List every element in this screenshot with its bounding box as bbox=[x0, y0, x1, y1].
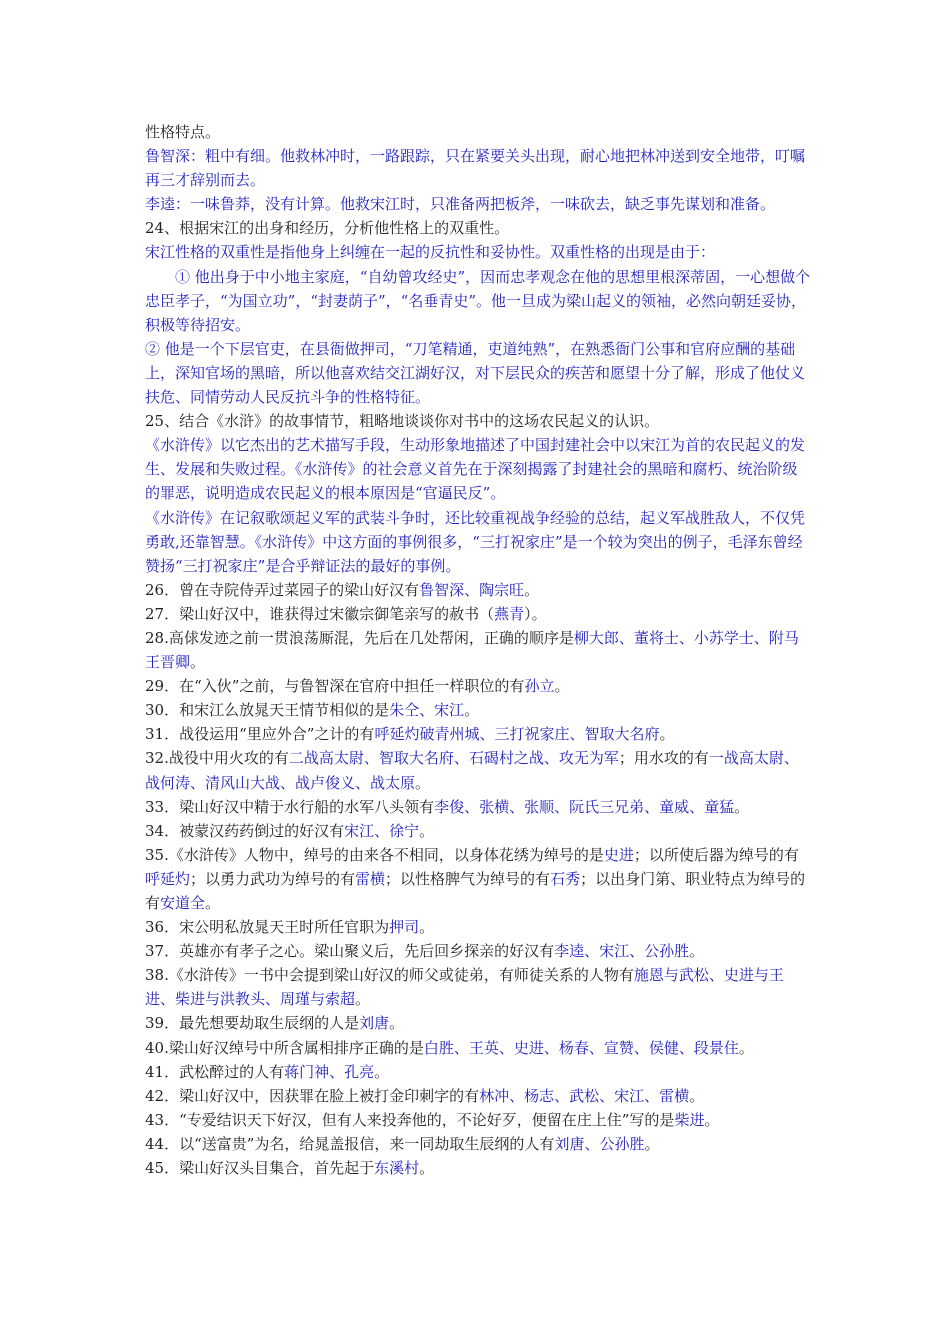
question-text: 性格特点。 bbox=[145, 123, 221, 141]
question-text: 。 bbox=[464, 701, 480, 720]
paragraph bbox=[145, 819, 811, 843]
question-text: 。 bbox=[415, 773, 431, 792]
question-text: 。 bbox=[419, 918, 435, 937]
paragraph bbox=[145, 626, 811, 674]
answer-text: 东溪村 bbox=[374, 1159, 420, 1178]
answer-text: 石秀 bbox=[550, 869, 581, 888]
question-text: ；以勇力武功为绰号的有 bbox=[190, 869, 356, 888]
question-text: 37．英雄亦有孝子之心。梁山聚义后，先后回乡探亲的好汉有 bbox=[145, 942, 555, 961]
answer-text: 柴进 bbox=[674, 1110, 705, 1129]
paragraph bbox=[145, 240, 811, 264]
question-text: 36．宋公明私放晁天王时所任官职为 bbox=[145, 918, 390, 937]
paragraph bbox=[145, 216, 811, 240]
question-text: 42．梁山好汉中，因获罪在脸上被打金印刺字的有 bbox=[145, 1086, 480, 1105]
paragraph bbox=[145, 192, 811, 216]
answer-text: 施恩与武松、史进与王进、柴进与洪教头、周瑾与索超 bbox=[145, 966, 784, 1009]
answer-text: 李逵：一味鲁莽，没有计算。他救宋江时，只准备两把板斧，一味砍去，缺乏事先谋划和准备。 bbox=[145, 195, 776, 214]
question-text: 。 bbox=[205, 894, 221, 912]
question-text: 39．最先想要劫取生辰纲的人是 bbox=[145, 1014, 360, 1033]
answer-text: ① 他出身于中小地主家庭，“自幼曾攻经史”，因而忠孝观念在他的思想里根深蒂固，一心想做个忠臣孝子，“为国立功”，“封妻荫子”，“名垂青史”。他一旦成为梁山起义的领袖，必然向朝廷妥协，积极等待招安。 bbox=[145, 267, 811, 334]
question-text: 44．以“送富贵”为名，给晁盖报信，来一同劫取生辰纲的人有 bbox=[145, 1134, 555, 1153]
question-text: 。 bbox=[419, 1159, 435, 1178]
question-text: 。 bbox=[689, 1086, 705, 1105]
paragraph bbox=[145, 843, 811, 915]
paragraph bbox=[145, 120, 811, 144]
question-text: ；以所使后器为绰号的有 bbox=[633, 845, 799, 864]
paragraph bbox=[145, 578, 811, 602]
question-text: 。 bbox=[644, 1134, 660, 1153]
answer-text: 二战高太尉、智取大名府、石碣村之战、攻无为军 bbox=[288, 749, 619, 768]
answer-text: 《水浒传》以它杰出的艺术描写手段，生动形象地描述了中国封建社会中以宋江为首的农民起义的发生、发展和失败过程。《水浒传》的社会意义首先在于深刻揭露了封建社会的黑暗和腐朽、统治阶级的罪恶，说明造成农民起义的根本原因是“官逼民反”。 bbox=[145, 436, 806, 503]
question-text: 。 bbox=[738, 1038, 754, 1057]
question-text: 。 bbox=[689, 942, 705, 961]
paragraph bbox=[145, 1060, 811, 1084]
paragraph bbox=[145, 674, 811, 698]
answer-text: 史进 bbox=[603, 845, 634, 864]
question-text: ；以性格脾气为绰号的有 bbox=[385, 869, 551, 888]
answer-text: 刘唐、公孙胜 bbox=[554, 1134, 645, 1153]
answer-text: 宋江、徐宁 bbox=[344, 821, 420, 840]
question-text: 38.《水浒传》一书中会提到梁山好汉的师父或徒弟，有师徒关系的人物有 bbox=[145, 966, 634, 985]
answer-text: 雷横 bbox=[355, 869, 386, 888]
answer-text: 孙立 bbox=[524, 677, 555, 696]
paragraph bbox=[145, 409, 811, 433]
answer-text: 李俊、张横、张顺、阮氏三兄弟、童威、童猛 bbox=[434, 797, 735, 816]
answer-text: 安道全 bbox=[160, 894, 206, 912]
answer-text: 鲁智深、陶宗旺 bbox=[419, 580, 525, 599]
answer-text: 宋江性格的双重性是指他身上纠缠在一起的反抗性和妥协性。双重性格的出现是由于： bbox=[145, 243, 716, 262]
paragraph bbox=[145, 795, 811, 819]
paragraph bbox=[145, 1011, 811, 1035]
answer-text: 呼延灼破青州城、三打祝家庄、智取大名府 bbox=[374, 725, 660, 744]
answer-text: 李逵、宋江、公孙胜 bbox=[554, 942, 690, 961]
paragraph bbox=[145, 602, 811, 626]
paragraph bbox=[145, 1036, 811, 1060]
question-text: 31．战役运用“里应外合”之计的有 bbox=[145, 725, 375, 744]
question-text: 。 bbox=[419, 821, 435, 840]
question-text: 。 bbox=[659, 725, 675, 744]
question-text: 25、结合《水浒》的故事情节，粗略地谈谈你对书中的这场农民起义的认识。 bbox=[145, 412, 660, 431]
question-text: ）。 bbox=[524, 604, 547, 623]
answer-text: 一战高太尉、战何涛、清风山大战、战卢俊义、战太原 bbox=[145, 749, 799, 792]
question-text: 45．梁山好汉头目集合，首先起于 bbox=[145, 1159, 375, 1178]
paragraph bbox=[145, 1108, 811, 1132]
question-text: 28.高俅发迹之前一贯浪荡厮混，先后在几处帮闲，正确的顺序是 bbox=[145, 628, 574, 647]
answer-text: 《水浒传》在记叙歌颂起义军的武装斗争时，还比较重视战争经验的总结，起义军战胜敌人，不仅凭勇敢,还靠智慧。《水浒传》中这方面的事例很多，“三打祝家庄”是一个较为突出的例子，毛泽东曾经赞扬“三打祝家庄”是合乎辩证法的最好的事例。 bbox=[145, 508, 806, 575]
question-text: 43．“专爱结识天下好汉，但有人来投奔他的，不论好歹，便留在庄上住”写的是 bbox=[145, 1110, 675, 1129]
question-text: 41．武松醉过的人有 bbox=[145, 1062, 285, 1081]
question-text: 。 bbox=[734, 797, 750, 816]
question-text: 。 bbox=[554, 677, 570, 696]
question-text: ；以出身门第、职业特点为绰号的有 bbox=[145, 869, 806, 912]
paragraph bbox=[145, 939, 811, 963]
paragraph bbox=[145, 144, 811, 192]
paragraph bbox=[145, 915, 811, 939]
paragraph bbox=[145, 698, 811, 722]
answer-text: 柳大郎、董将士、小苏学士、附马王晋卿 bbox=[145, 628, 799, 672]
answer-text: 林冲、杨志、武松、宋江、雷横 bbox=[479, 1086, 690, 1105]
answer-text: ② 他是一个下层官吏，在县衙做押司，“刀笔精通，吏道纯熟”，在熟悉衙门公事和官府应酬的基础上，深知官场的黑暗，所以他喜欢结交江湖好汉，对下层民众的疾苦和愿望十分了解，形成了他仗义扶危、同情劳动人民反抗斗争的性格特征。 bbox=[145, 339, 806, 407]
question-text: 32.战役中用火攻的有 bbox=[145, 749, 289, 768]
paragraph bbox=[145, 722, 811, 746]
question-text: 。 bbox=[389, 1014, 405, 1033]
question-text: ；用水攻的有 bbox=[618, 749, 709, 768]
question-text: 34．被蒙汉药药倒过的好汉有 bbox=[145, 821, 345, 840]
answer-text: 燕青 bbox=[494, 604, 525, 623]
question-text: 。 bbox=[355, 990, 371, 1009]
question-text: 35.《水浒传》人物中，绰号的由来各不相同，以身体花绣为绰号的是 bbox=[145, 845, 604, 864]
question-text: 40.梁山好汉绰号中所含属相排序正确的是 bbox=[145, 1038, 424, 1057]
question-text: 。 bbox=[524, 580, 540, 599]
paragraph bbox=[145, 337, 811, 409]
question-text: 。 bbox=[374, 1062, 390, 1081]
answer-text: 刘唐 bbox=[359, 1014, 390, 1033]
paragraph bbox=[145, 1132, 811, 1156]
paragraph bbox=[145, 1084, 811, 1108]
paragraph bbox=[145, 506, 811, 578]
answer-text: 蒋门神、孔亮 bbox=[284, 1062, 375, 1081]
answer-text: 押司 bbox=[389, 918, 420, 937]
answer-text: 鲁智深：粗中有细。他救林冲时，一路跟踪，只在紧要关头出现，耐心地把林冲送到安全地带，叮嘱再三才辞别而去。 bbox=[145, 147, 806, 190]
document-page bbox=[145, 120, 811, 1180]
question-text: 。 bbox=[190, 653, 206, 672]
question-text: 33．梁山好汉中精于水行船的水军八头领有 bbox=[145, 797, 435, 816]
question-text: 26．曾在寺院侍弄过菜园子的梁山好汉有 bbox=[145, 580, 420, 599]
answer-text: 白胜、王英、史进、杨春、宣赞、侯健、段景住 bbox=[423, 1038, 739, 1057]
paragraph bbox=[145, 963, 811, 1011]
paragraph bbox=[145, 746, 811, 794]
answer-text: 朱仝、宋江 bbox=[389, 701, 465, 720]
paragraph bbox=[145, 433, 811, 505]
question-text: 29．在“入伙”之前，与鲁智深在官府中担任一样职位的有 bbox=[145, 677, 525, 696]
question-text: 30．和宋江么放晁天王情节相似的是 bbox=[145, 701, 390, 720]
question-text: 。 bbox=[704, 1110, 720, 1129]
paragraph bbox=[145, 265, 811, 337]
question-text: 24、根据宋江的出身和经历，分析他性格上的双重性。 bbox=[145, 219, 510, 238]
question-text: 27．梁山好汉中，谁获得过宋徽宗御笔亲写的赦书（ bbox=[145, 604, 495, 623]
paragraph bbox=[145, 1156, 811, 1180]
answer-text: 呼延灼 bbox=[145, 869, 191, 888]
